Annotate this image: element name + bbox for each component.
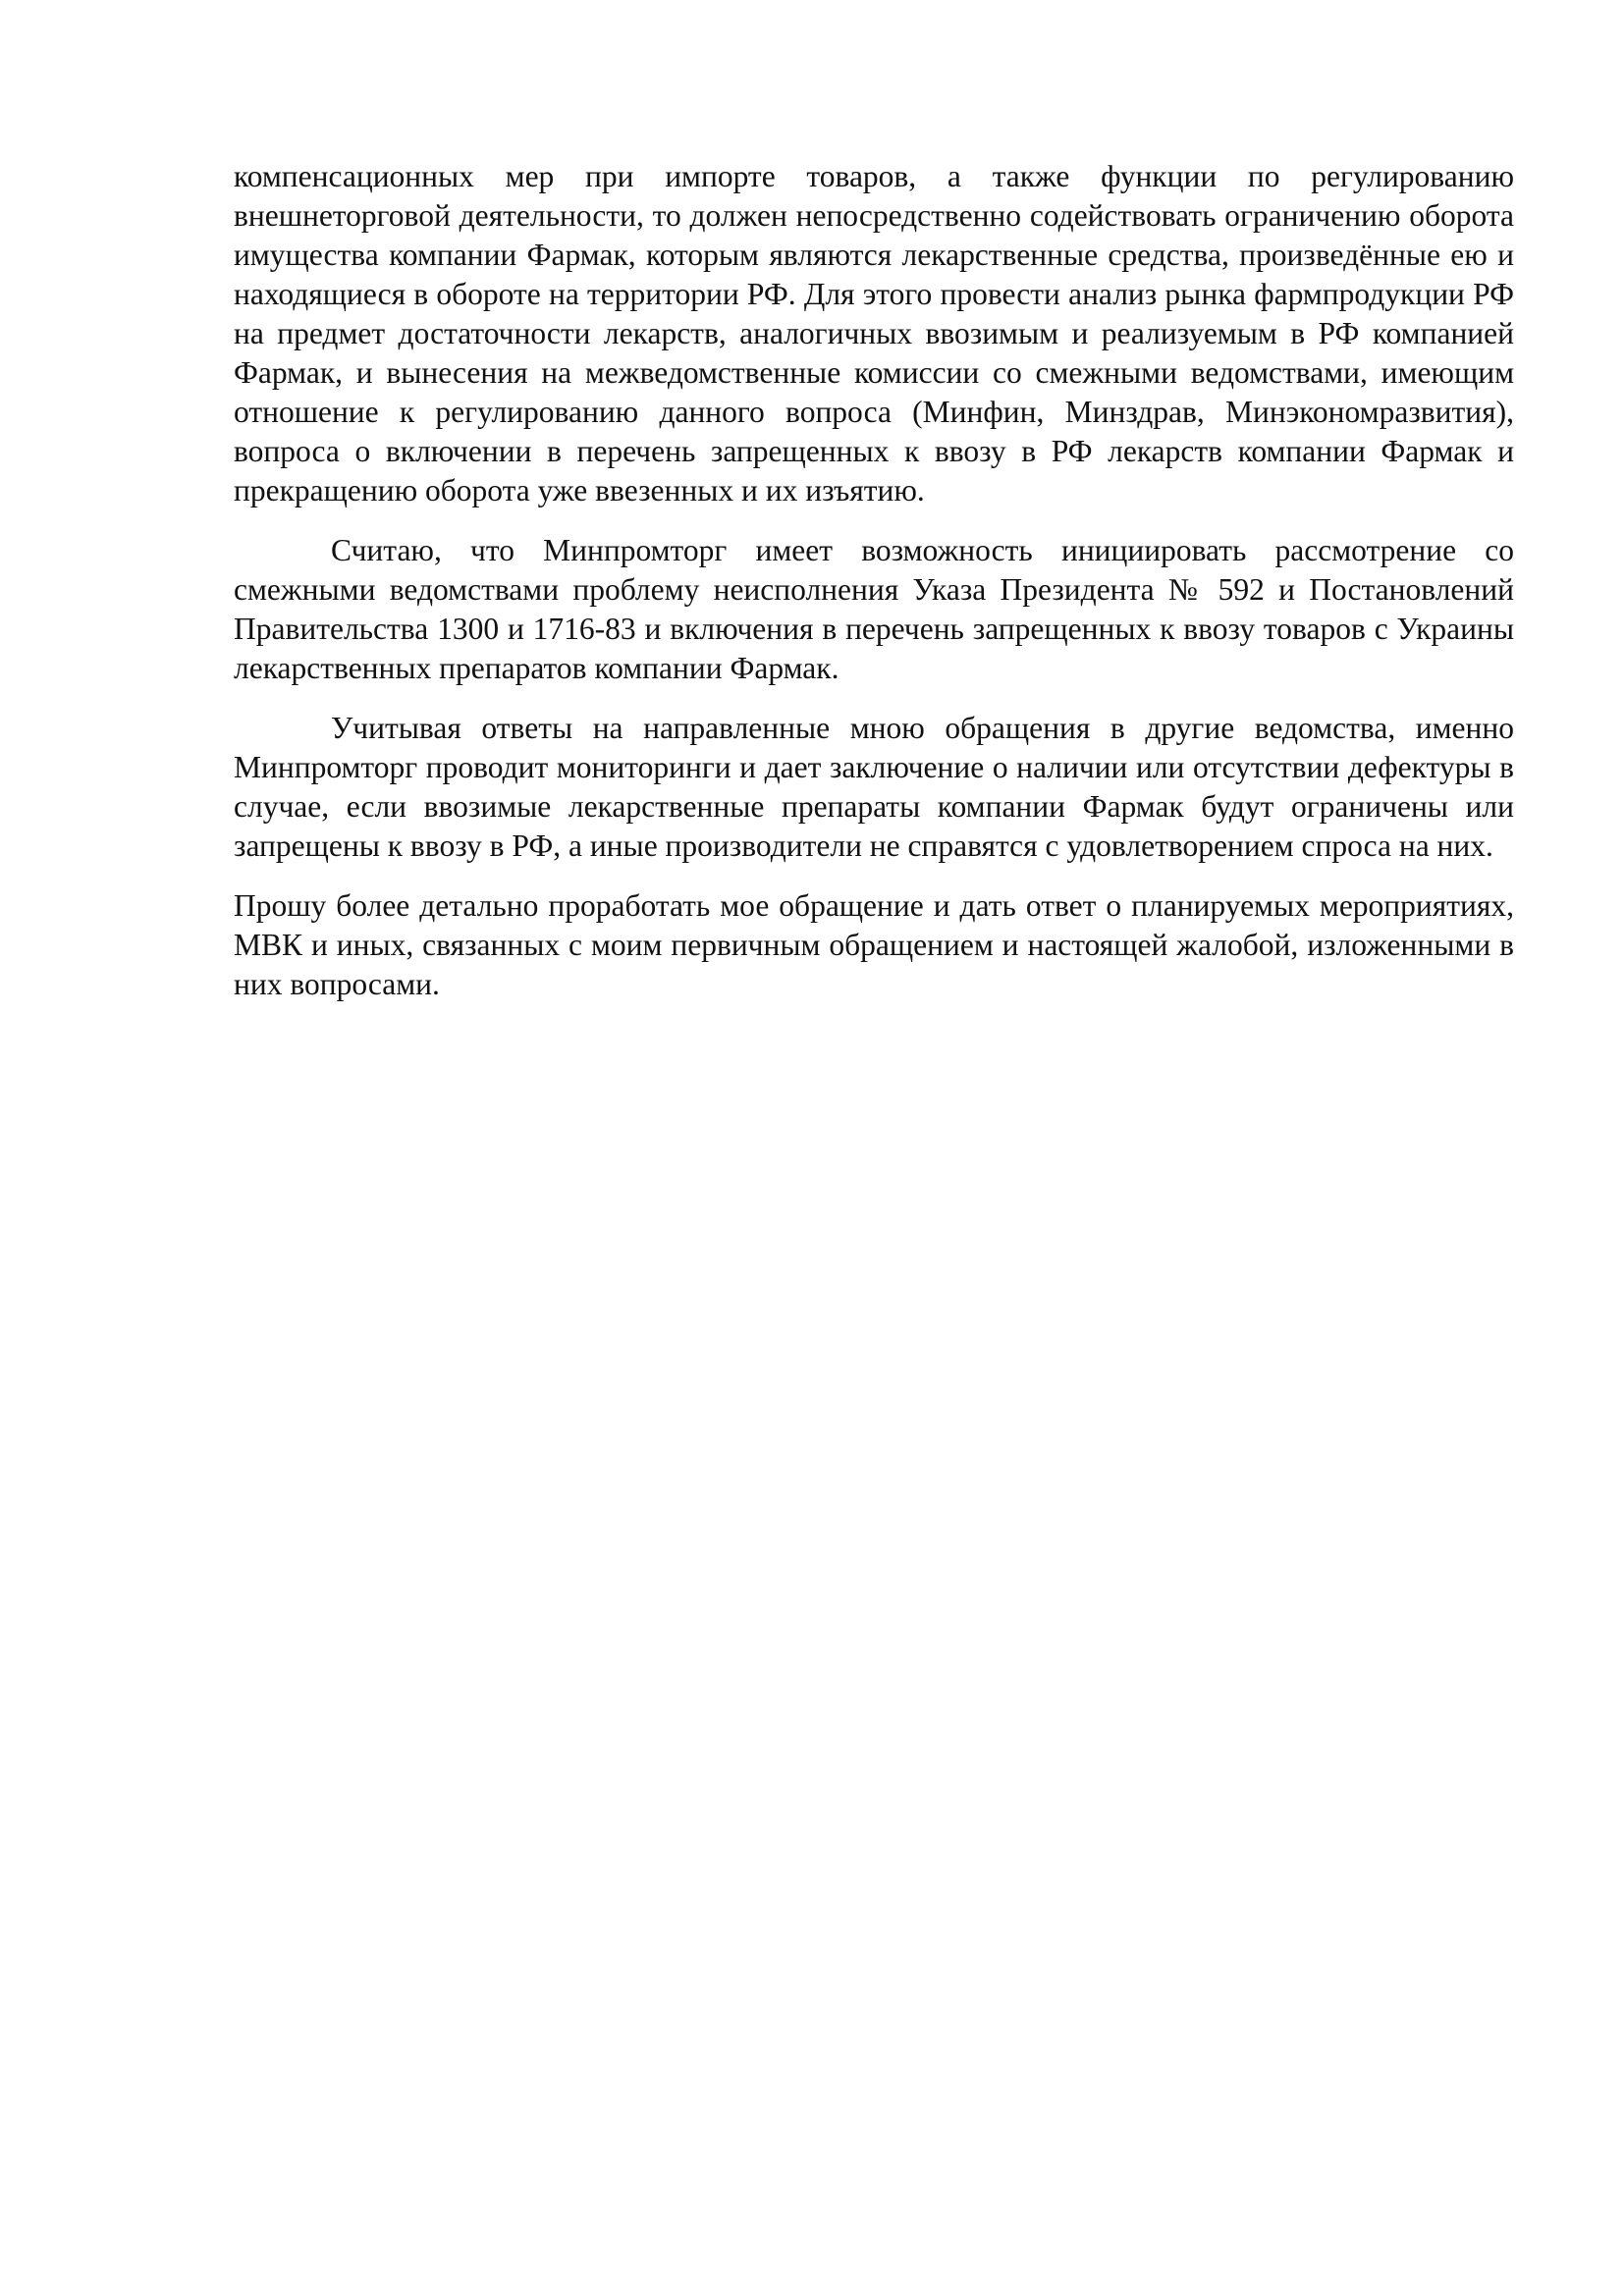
document-page	[234, 157, 1514, 1025]
paragraph-3: Учитывая ответы на направленные мною обращения в другие ведомства, именно Минпромторг проводит мониторинги и дает заключение о наличии или отсутствии дефектуры в случае, если ввозимые лекарственные препараты компании Фармак будут ограничены или запрещены к ввозу в РФ, а иные производители не справятся с удовлетворением спроса на них.	[234, 711, 1514, 863]
paragraph-1: компенсационных мер при импорте товаров, а также функции по регулированию внешнеторговой деятельности, то должен непосредственно содействовать ограничению оборота имущества компании Фармак, которым являются лекарственные средства, произведённые ею и находящиеся в обороте на территории РФ. Для этого провести анализ рынка фармпродукции РФ на предмет достаточности лекарств, аналогичных ввозимым и реализуемым в РФ компанией Фармак, и вынесения на межведомственные комиссии со смежными ведомствами, имеющим отношение к регулированию данного вопроса (Минфин, Минздрав, Минэкономразвития), вопроса о включении в перечень запрещенных к ввозу в РФ лекарств компании Фармак и прекращению оборота уже ввезенных и их изъятию.	[234, 159, 1514, 507]
paragraph-2: Считаю, что Минпромторг имеет возможность инициировать рассмотрение со смежными ведомствами проблему неисполнения Указа Президента № 592 и Постановлений Правительства 1300 и 1716-83 и включения в перечень запрещенных к ввозу товаров с Украины лекарственных препаратов компании Фармак.	[234, 533, 1514, 685]
paragraph-4: Прошу более детально проработать мое обращение и дать ответ о планируемых мероприятиях, МВК и иных, связанных с моим первичным обращением и настоящей жалобой, изложенными в них вопросами.	[234, 888, 1514, 1001]
